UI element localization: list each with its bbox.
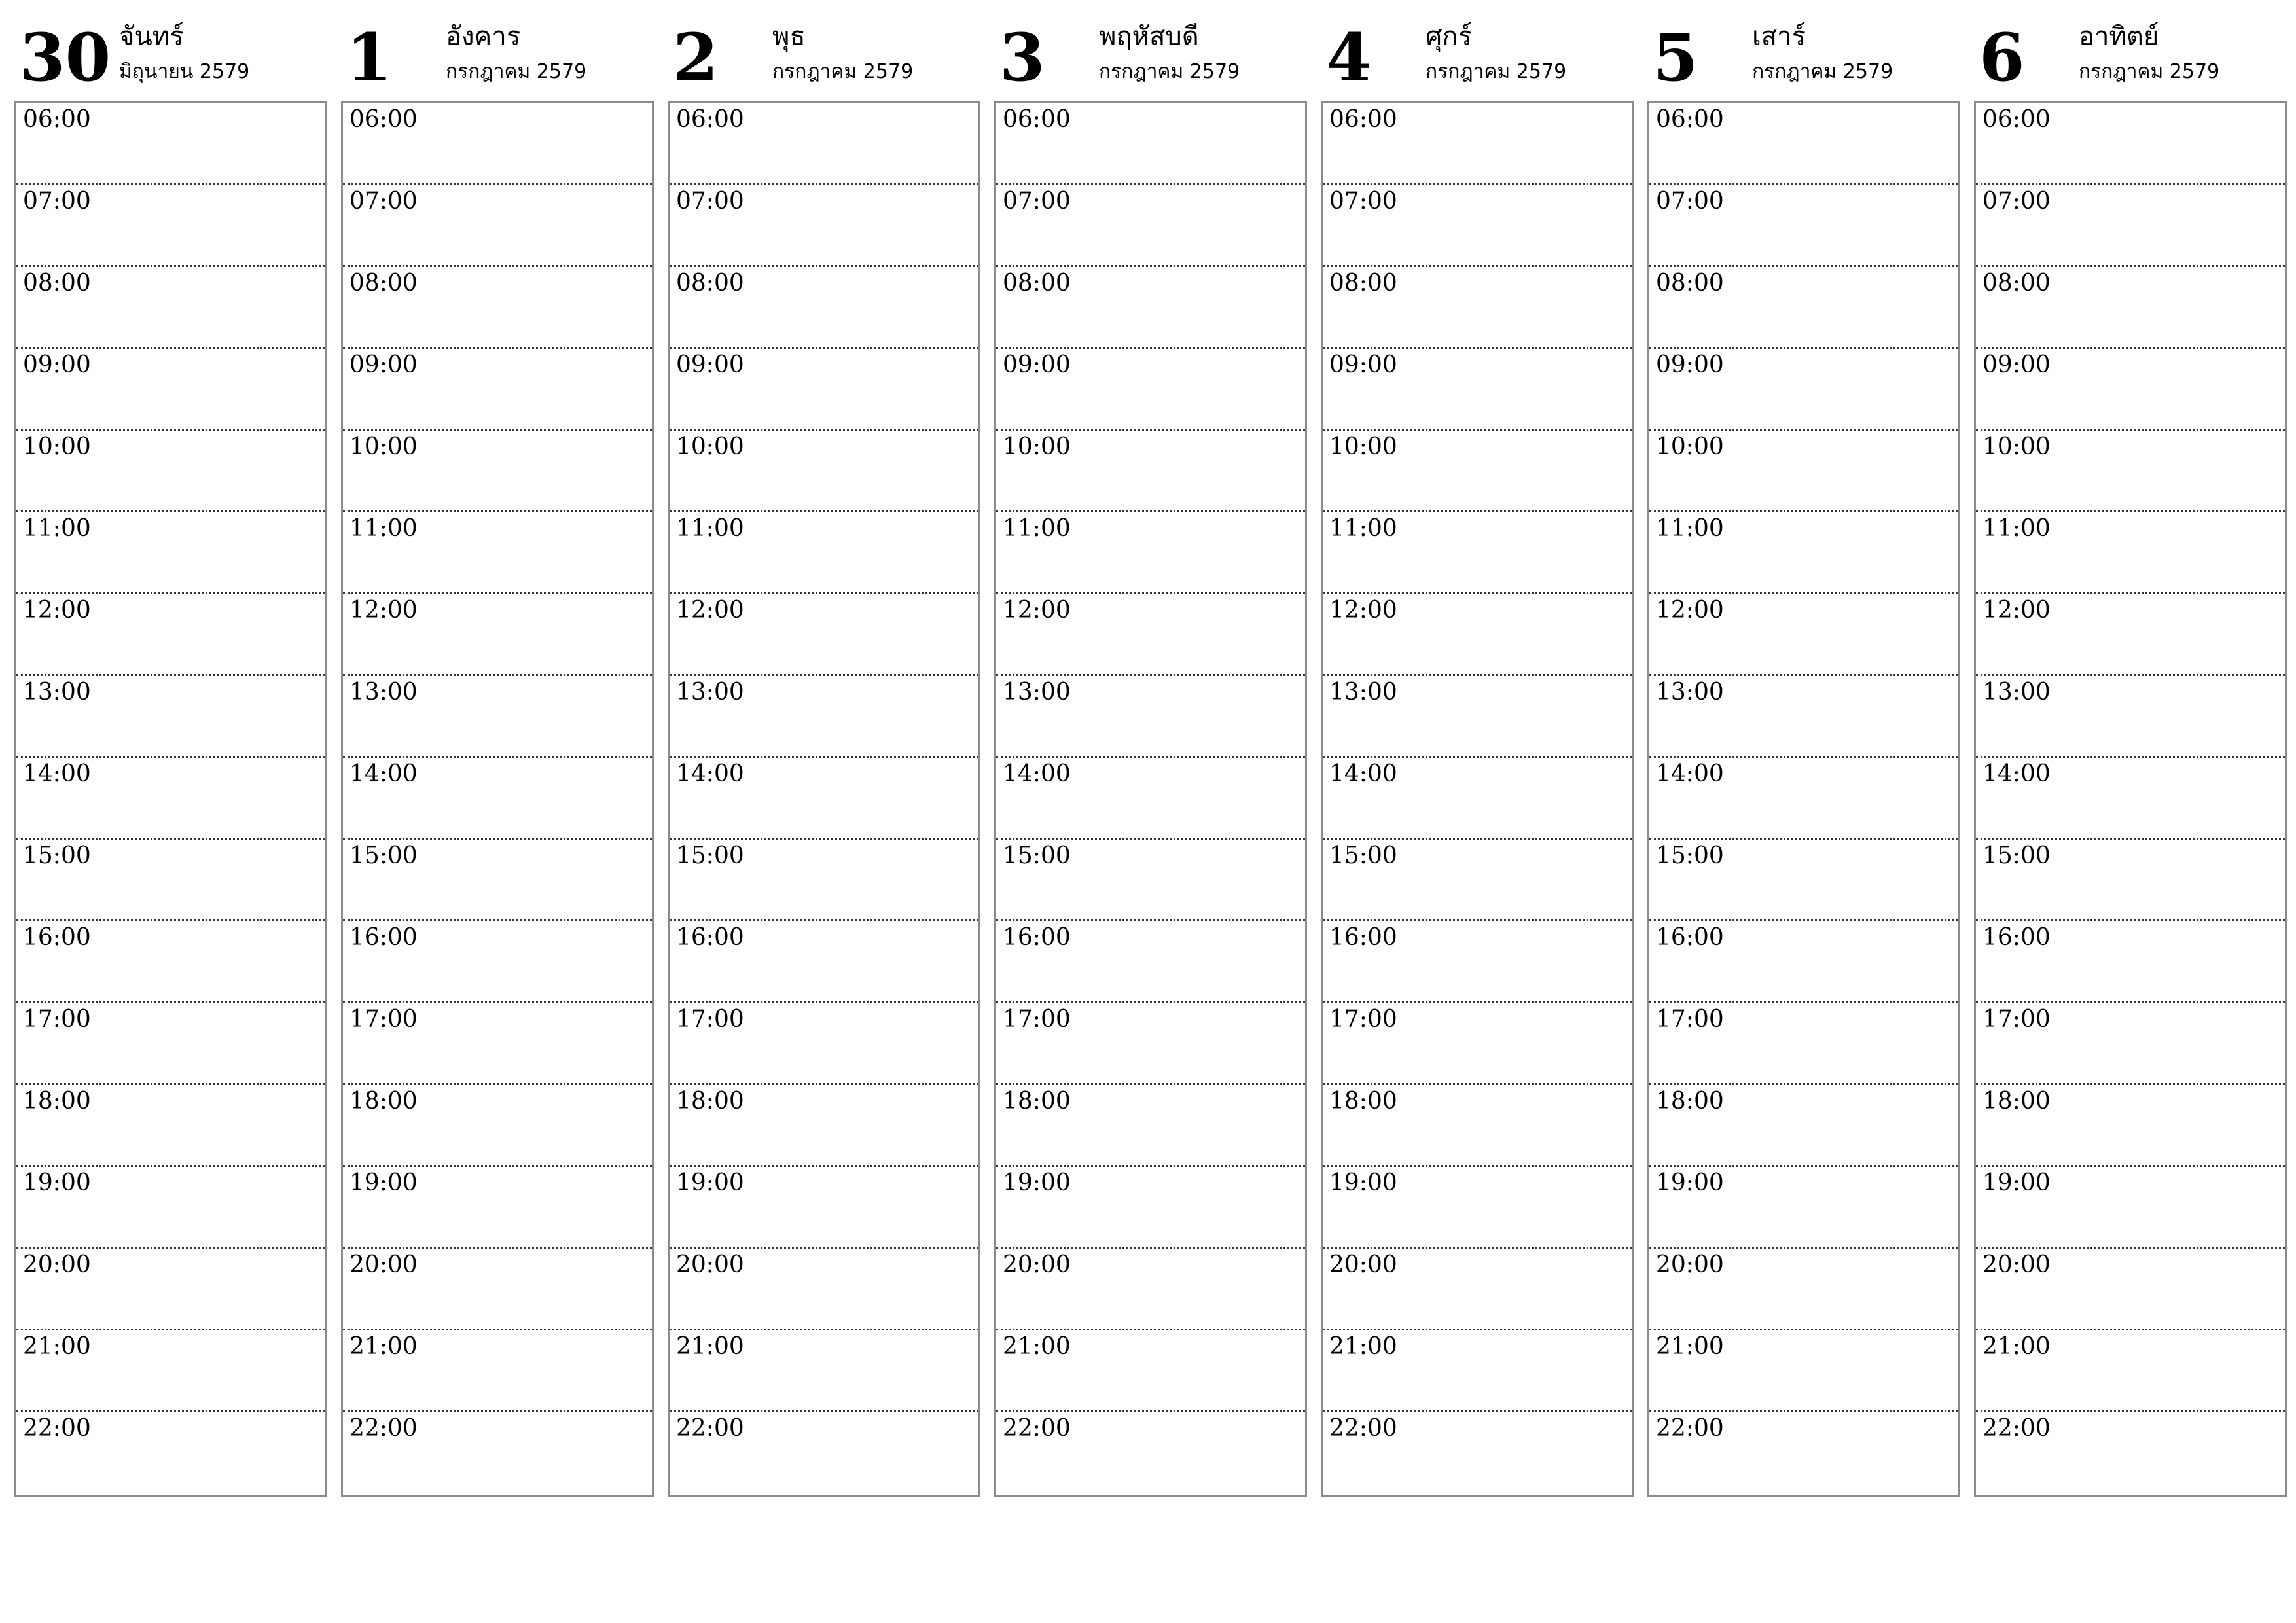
time-slot[interactable] <box>16 840 325 921</box>
time-slot[interactable] <box>670 1003 978 1085</box>
time-slot[interactable] <box>1323 185 1632 267</box>
time-slot[interactable] <box>343 758 652 840</box>
time-label: 18:00 <box>1982 1088 2051 1115</box>
time-slot[interactable] <box>1976 758 2285 840</box>
time-label: 12:00 <box>23 597 91 624</box>
time-slot[interactable] <box>670 840 978 921</box>
time-label: 20:00 <box>350 1251 418 1278</box>
time-slot[interactable] <box>996 1003 1305 1085</box>
time-label: 09:00 <box>1656 351 1724 378</box>
time-label: 08:00 <box>1982 270 2051 296</box>
time-slot[interactable] <box>1323 512 1632 594</box>
time-label: 22:00 <box>1982 1415 2051 1442</box>
time-label: 21:00 <box>1656 1333 1724 1360</box>
time-label: 12:00 <box>350 597 418 624</box>
time-slot[interactable] <box>670 921 978 1003</box>
time-label: 06:00 <box>676 106 744 133</box>
time-slot[interactable] <box>1649 594 1958 676</box>
time-slot[interactable] <box>1323 758 1632 840</box>
day-header <box>1647 18 1960 101</box>
time-label: 11:00 <box>676 515 744 542</box>
time-slot[interactable] <box>996 267 1305 349</box>
time-slot[interactable] <box>1323 840 1632 921</box>
month-year-label: มิถุนายน 2579 <box>119 60 250 83</box>
day-header <box>14 18 327 101</box>
time-label: 20:00 <box>1982 1251 2051 1278</box>
time-label: 16:00 <box>1003 924 1071 951</box>
day-column <box>341 18 654 1497</box>
time-label: 20:00 <box>676 1251 744 1278</box>
time-slot[interactable] <box>1649 676 1958 758</box>
time-slot[interactable] <box>16 1330 325 1412</box>
time-label: 08:00 <box>350 270 418 296</box>
time-label: 14:00 <box>1656 760 1724 787</box>
day-column <box>1321 18 1634 1497</box>
time-label: 11:00 <box>1656 515 1724 542</box>
day-header <box>994 18 1307 101</box>
time-slot[interactable] <box>16 267 325 349</box>
time-label: 06:00 <box>1003 106 1071 133</box>
time-label: 13:00 <box>1329 679 1397 705</box>
time-label: 14:00 <box>1982 760 2051 787</box>
time-label: 14:00 <box>1329 760 1397 787</box>
time-label: 13:00 <box>1982 679 2051 705</box>
time-label: 08:00 <box>676 270 744 296</box>
time-slot[interactable] <box>16 676 325 758</box>
time-slot[interactable] <box>1649 512 1958 594</box>
time-label: 11:00 <box>23 515 91 542</box>
time-slot[interactable] <box>1649 103 1958 185</box>
time-slot[interactable] <box>1649 840 1958 921</box>
time-slot[interactable] <box>16 431 325 512</box>
time-label: 18:00 <box>1003 1088 1071 1115</box>
time-label: 15:00 <box>350 842 418 869</box>
time-slot[interactable] <box>343 512 652 594</box>
day-header <box>668 18 980 101</box>
day-column <box>668 18 980 1497</box>
time-slot[interactable] <box>670 676 978 758</box>
time-slot[interactable] <box>670 431 978 512</box>
day-name: อาทิตย์ <box>2079 22 2159 52</box>
time-slot[interactable] <box>343 1249 652 1330</box>
time-slot[interactable] <box>1649 1085 1958 1167</box>
time-label: 17:00 <box>676 1006 744 1033</box>
time-label: 15:00 <box>1003 842 1071 869</box>
day-number: 5 <box>1653 19 1698 96</box>
time-slot[interactable] <box>16 758 325 840</box>
time-label: 06:00 <box>350 106 418 133</box>
time-label: 10:00 <box>1656 433 1724 460</box>
time-slot[interactable] <box>996 594 1305 676</box>
time-label: 14:00 <box>1003 760 1071 787</box>
time-label: 12:00 <box>676 597 744 624</box>
time-slot[interactable] <box>1649 758 1958 840</box>
time-slot[interactable] <box>996 431 1305 512</box>
weekly-planner <box>14 18 2287 1497</box>
time-slot[interactable] <box>670 185 978 267</box>
time-slot[interactable] <box>343 1167 652 1249</box>
time-slot[interactable] <box>16 1003 325 1085</box>
time-label: 22:00 <box>23 1415 91 1442</box>
time-label: 13:00 <box>350 679 418 705</box>
time-slot[interactable] <box>343 349 652 431</box>
time-label: 20:00 <box>1656 1251 1724 1278</box>
time-slot[interactable] <box>1649 431 1958 512</box>
month-year-label: กรกฎาคม 2579 <box>446 60 587 83</box>
time-label: 16:00 <box>1656 924 1724 951</box>
time-slot[interactable] <box>1649 267 1958 349</box>
time-label: 06:00 <box>1656 106 1724 133</box>
time-label: 08:00 <box>1003 270 1071 296</box>
time-label: 15:00 <box>1982 842 2051 869</box>
time-slot[interactable] <box>343 431 652 512</box>
time-slot[interactable] <box>670 1167 978 1249</box>
time-label: 11:00 <box>1982 515 2051 542</box>
time-slot[interactable] <box>16 1167 325 1249</box>
time-label: 08:00 <box>23 270 91 296</box>
time-slot[interactable] <box>343 921 652 1003</box>
time-slot[interactable] <box>1976 431 2285 512</box>
time-slot[interactable] <box>996 1249 1305 1330</box>
day-number: 4 <box>1326 19 1372 96</box>
time-label: 13:00 <box>1003 679 1071 705</box>
time-slot[interactable] <box>996 512 1305 594</box>
time-label: 19:00 <box>350 1169 418 1196</box>
time-slot[interactable] <box>343 267 652 349</box>
time-label: 19:00 <box>1982 1169 2051 1196</box>
day-schedule-box <box>1647 101 1960 1497</box>
day-number: 1 <box>346 19 392 96</box>
time-slot[interactable] <box>1323 1167 1632 1249</box>
time-slot[interactable] <box>343 103 652 185</box>
time-slot[interactable] <box>996 676 1305 758</box>
time-label: 22:00 <box>1656 1415 1724 1442</box>
time-label: 12:00 <box>1329 597 1397 624</box>
time-slot[interactable] <box>343 1330 652 1412</box>
time-label: 07:00 <box>1329 188 1397 215</box>
time-label: 13:00 <box>676 679 744 705</box>
time-label: 19:00 <box>1329 1169 1397 1196</box>
day-name: อังคาร <box>446 22 521 52</box>
time-slot[interactable] <box>343 1085 652 1167</box>
day-name: เสาร์ <box>1752 22 1806 52</box>
time-label: 19:00 <box>23 1169 91 1196</box>
month-year-label: กรกฎาคม 2579 <box>1099 60 1240 83</box>
time-label: 07:00 <box>1003 188 1071 215</box>
time-slot[interactable] <box>1323 431 1632 512</box>
time-label: 10:00 <box>1982 433 2051 460</box>
month-year-label: กรกฎาคม 2579 <box>1426 60 1567 83</box>
time-slot[interactable] <box>1323 267 1632 349</box>
day-name: พฤหัสบดี <box>1099 22 1199 52</box>
day-column <box>1647 18 1960 1497</box>
time-label: 11:00 <box>1329 515 1397 542</box>
time-slot[interactable] <box>1976 1167 2285 1249</box>
time-label: 07:00 <box>350 188 418 215</box>
day-column <box>14 18 327 1497</box>
time-label: 21:00 <box>1982 1333 2051 1360</box>
time-label: 09:00 <box>1003 351 1071 378</box>
time-slot[interactable] <box>343 676 652 758</box>
time-label: 06:00 <box>23 106 91 133</box>
time-slot[interactable] <box>1976 1412 2285 1498</box>
time-label: 13:00 <box>1656 679 1724 705</box>
month-year-label: กรกฎาคม 2579 <box>772 60 914 83</box>
day-number: 30 <box>20 19 111 96</box>
time-label: 17:00 <box>1982 1006 2051 1033</box>
time-label: 14:00 <box>676 760 744 787</box>
time-slot[interactable] <box>996 1412 1305 1498</box>
time-label: 16:00 <box>676 924 744 951</box>
time-slot[interactable] <box>1649 1167 1958 1249</box>
time-slot[interactable] <box>16 1249 325 1330</box>
time-label: 09:00 <box>676 351 744 378</box>
time-label: 08:00 <box>1329 270 1397 296</box>
time-slot[interactable] <box>996 185 1305 267</box>
time-label: 16:00 <box>1329 924 1397 951</box>
time-label: 07:00 <box>23 188 91 215</box>
time-slot[interactable] <box>16 594 325 676</box>
time-label: 06:00 <box>1329 106 1397 133</box>
time-slot[interactable] <box>16 185 325 267</box>
time-label: 14:00 <box>23 760 91 787</box>
time-label: 12:00 <box>1982 597 2051 624</box>
time-slot[interactable] <box>16 921 325 1003</box>
time-slot[interactable] <box>1323 349 1632 431</box>
time-slot[interactable] <box>1649 921 1958 1003</box>
time-slot[interactable] <box>1976 921 2285 1003</box>
time-slot[interactable] <box>996 758 1305 840</box>
time-label: 12:00 <box>1003 597 1071 624</box>
month-year-label: กรกฎาคม 2579 <box>2079 60 2220 83</box>
day-schedule-box <box>668 101 980 1497</box>
time-label: 20:00 <box>1003 1251 1071 1278</box>
time-label: 10:00 <box>350 433 418 460</box>
time-label: 17:00 <box>1656 1006 1724 1033</box>
time-slot[interactable] <box>670 594 978 676</box>
time-label: 18:00 <box>350 1088 418 1115</box>
time-slot[interactable] <box>670 103 978 185</box>
time-label: 09:00 <box>1329 351 1397 378</box>
time-slot[interactable] <box>1649 349 1958 431</box>
time-label: 12:00 <box>1656 597 1724 624</box>
day-name: ศุกร์ <box>1426 22 1473 52</box>
time-label: 07:00 <box>676 188 744 215</box>
day-column <box>994 18 1307 1497</box>
time-slot[interactable] <box>1976 349 2285 431</box>
time-label: 21:00 <box>1329 1333 1397 1360</box>
time-label: 10:00 <box>23 433 91 460</box>
day-header <box>1974 18 2287 101</box>
month-year-label: กรกฎาคม 2579 <box>1752 60 1893 83</box>
time-slot[interactable] <box>670 758 978 840</box>
time-label: 18:00 <box>23 1088 91 1115</box>
time-slot[interactable] <box>343 594 652 676</box>
day-number: 3 <box>999 19 1045 96</box>
time-slot[interactable] <box>16 103 325 185</box>
time-slot[interactable] <box>343 185 652 267</box>
time-slot[interactable] <box>1976 103 2285 185</box>
time-slot[interactable] <box>670 512 978 594</box>
time-slot[interactable] <box>16 349 325 431</box>
time-slot[interactable] <box>996 921 1305 1003</box>
time-label: 18:00 <box>1329 1088 1397 1115</box>
time-label: 15:00 <box>1329 842 1397 869</box>
time-slot[interactable] <box>670 1412 978 1498</box>
time-label: 15:00 <box>1656 842 1724 869</box>
time-slot[interactable] <box>1649 1412 1958 1498</box>
time-label: 16:00 <box>1982 924 2051 951</box>
time-label: 22:00 <box>1003 1415 1071 1442</box>
time-label: 17:00 <box>350 1006 418 1033</box>
time-label: 21:00 <box>350 1333 418 1360</box>
time-slot[interactable] <box>1649 1249 1958 1330</box>
day-schedule-box <box>1321 101 1634 1497</box>
time-slot[interactable] <box>1976 185 2285 267</box>
time-slot[interactable] <box>1323 594 1632 676</box>
time-slot[interactable] <box>1976 512 2285 594</box>
time-label: 07:00 <box>1982 188 2051 215</box>
time-label: 21:00 <box>1003 1333 1071 1360</box>
time-slot[interactable] <box>1323 1412 1632 1498</box>
time-slot[interactable] <box>1323 1249 1632 1330</box>
time-label: 19:00 <box>1656 1169 1724 1196</box>
day-number: 6 <box>1979 19 2025 96</box>
time-slot[interactable] <box>1976 267 2285 349</box>
time-slot[interactable] <box>1976 840 2285 921</box>
time-slot[interactable] <box>670 1085 978 1167</box>
time-label: 09:00 <box>23 351 91 378</box>
day-schedule-box <box>994 101 1307 1497</box>
time-slot[interactable] <box>1323 103 1632 185</box>
time-label: 14:00 <box>350 760 418 787</box>
time-label: 17:00 <box>1003 1006 1071 1033</box>
time-slot[interactable] <box>1976 1003 2285 1085</box>
time-label: 07:00 <box>1656 188 1724 215</box>
time-slot[interactable] <box>16 512 325 594</box>
time-slot[interactable] <box>1323 1330 1632 1412</box>
time-slot[interactable] <box>670 1330 978 1412</box>
time-slot[interactable] <box>996 1085 1305 1167</box>
time-slot[interactable] <box>670 349 978 431</box>
day-column <box>1974 18 2287 1497</box>
time-label: 13:00 <box>23 679 91 705</box>
time-slot[interactable] <box>343 1003 652 1085</box>
time-label: 18:00 <box>676 1088 744 1115</box>
time-slot[interactable] <box>16 1085 325 1167</box>
day-header <box>1321 18 1634 101</box>
time-slot[interactable] <box>16 1412 325 1498</box>
time-label: 21:00 <box>676 1333 744 1360</box>
time-slot[interactable] <box>1323 1003 1632 1085</box>
time-slot[interactable] <box>1323 1085 1632 1167</box>
time-label: 09:00 <box>1982 351 2051 378</box>
time-label: 09:00 <box>350 351 418 378</box>
time-label: 10:00 <box>1329 433 1397 460</box>
time-label: 20:00 <box>1329 1251 1397 1278</box>
day-schedule-box <box>341 101 654 1497</box>
day-name: จันทร์ <box>119 22 184 52</box>
time-slot[interactable] <box>343 840 652 921</box>
time-label: 15:00 <box>23 842 91 869</box>
time-label: 10:00 <box>676 433 744 460</box>
time-slot[interactable] <box>1976 1249 2285 1330</box>
time-slot[interactable] <box>1649 1330 1958 1412</box>
time-label: 11:00 <box>350 515 418 542</box>
time-slot[interactable] <box>996 349 1305 431</box>
time-slot[interactable] <box>996 1167 1305 1249</box>
day-schedule-box <box>14 101 327 1497</box>
time-label: 19:00 <box>1003 1169 1071 1196</box>
time-slot[interactable] <box>996 103 1305 185</box>
time-label: 06:00 <box>1982 106 2051 133</box>
time-slot[interactable] <box>996 840 1305 921</box>
time-label: 10:00 <box>1003 433 1071 460</box>
time-slot[interactable] <box>1976 1330 2285 1412</box>
time-slot[interactable] <box>1976 1085 2285 1167</box>
time-label: 22:00 <box>350 1415 418 1442</box>
time-label: 22:00 <box>1329 1415 1397 1442</box>
day-name: พุธ <box>772 22 806 52</box>
time-label: 18:00 <box>1656 1088 1724 1115</box>
time-slot[interactable] <box>1976 594 2285 676</box>
time-slot[interactable] <box>670 267 978 349</box>
time-label: 16:00 <box>23 924 91 951</box>
time-label: 22:00 <box>676 1415 744 1442</box>
time-label: 17:00 <box>1329 1006 1397 1033</box>
day-header <box>341 18 654 101</box>
time-slot[interactable] <box>1976 676 2285 758</box>
time-label: 16:00 <box>350 924 418 951</box>
time-label: 11:00 <box>1003 515 1071 542</box>
day-number: 2 <box>673 19 719 96</box>
time-label: 17:00 <box>23 1006 91 1033</box>
time-slot[interactable] <box>1649 1003 1958 1085</box>
time-slot[interactable] <box>343 1412 652 1498</box>
time-slot[interactable] <box>996 1330 1305 1412</box>
time-label: 15:00 <box>676 842 744 869</box>
time-slot[interactable] <box>1649 185 1958 267</box>
time-label: 08:00 <box>1656 270 1724 296</box>
time-slot[interactable] <box>1323 676 1632 758</box>
time-label: 20:00 <box>23 1251 91 1278</box>
day-schedule-box <box>1974 101 2287 1497</box>
time-label: 21:00 <box>23 1333 91 1360</box>
time-slot[interactable] <box>670 1249 978 1330</box>
time-label: 19:00 <box>676 1169 744 1196</box>
time-slot[interactable] <box>1323 921 1632 1003</box>
